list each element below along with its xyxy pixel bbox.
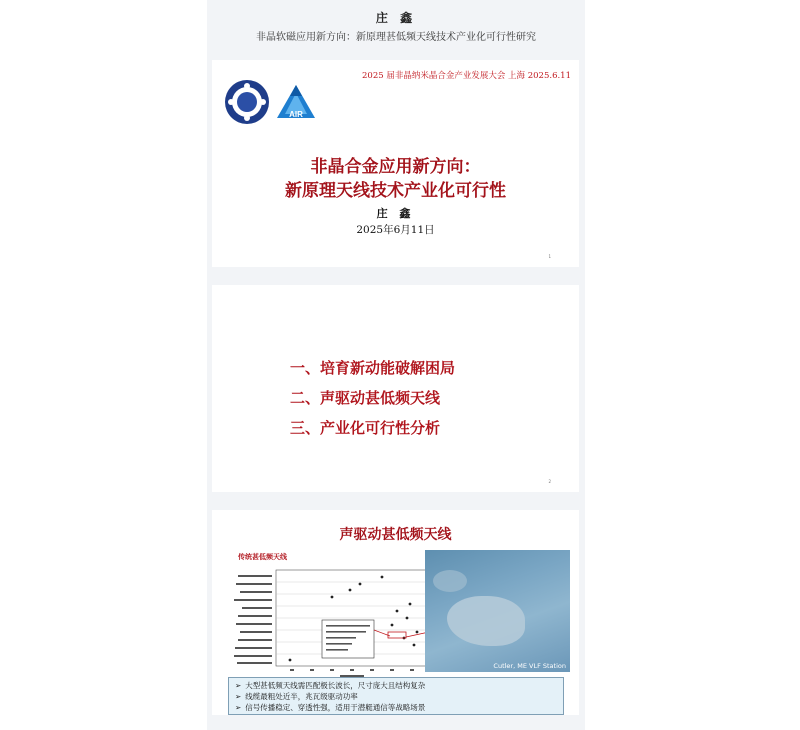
vlf-station-aerial-photo [425, 550, 570, 672]
presenter-name: 庄 鑫 [376, 207, 415, 220]
page-number: 1 [548, 254, 551, 259]
slide-2 [212, 285, 579, 492]
page-number: 2 [548, 479, 551, 484]
bullet-arrow-icon: ➢ [235, 703, 242, 712]
document-column [207, 0, 585, 730]
university-seal-icon [225, 80, 269, 124]
slide-3 [212, 510, 579, 715]
document-subtitle: 非晶软磁应用新方向：新原理甚低频天线技术产业化可行性研究 [256, 32, 536, 43]
outline-item-1: 一、培育新动能破解困局 [290, 359, 456, 377]
author-name: 庄 鑫 [375, 11, 417, 25]
chart-heading: 传统甚低频天线 [238, 552, 287, 561]
outline-item-3: 三、产业化可行性分析 [290, 419, 441, 437]
slide-title: 声驱动甚低频天线 [339, 527, 452, 543]
bullet-arrow-icon: ➢ [235, 681, 242, 690]
outline-item-2: 二、声驱动甚低频天线 [290, 389, 441, 407]
photo-caption: Cutler, ME VLF Station [493, 662, 566, 670]
chart-x-tick-strokes [290, 669, 414, 677]
bullet-box [228, 677, 564, 715]
bullet-arrow-icon: ➢ [235, 692, 242, 701]
air-logo-text: AIR [289, 110, 303, 119]
slide-title-line-2: 新原理天线技术产业化可行性 [285, 181, 506, 201]
bullet-item: ➢ 线缆最粗处近半，兆瓦级驱动功率 [235, 692, 358, 701]
slide-1 [212, 60, 579, 267]
slide-title-line-1: 非晶合金应用新方向： [310, 157, 481, 177]
bullet-item: ➢ 大型甚低频天线需匹配极长波长，尺寸庞大且结构复杂 [235, 681, 426, 690]
presentation-date: 2025年6月11日 [356, 224, 435, 236]
air-logo-icon [276, 84, 316, 120]
chart-y-label-strokes [234, 575, 272, 664]
vlf-antenna-chart-figure [232, 568, 432, 680]
bullet-item: ➢ 信号传播稳定、穿透性强，适用于潜艇通信等战略场景 [235, 703, 426, 712]
conference-banner: 2025 届非晶纳米晶合金产业发展大会 上海 2025.6.11 [362, 71, 571, 81]
